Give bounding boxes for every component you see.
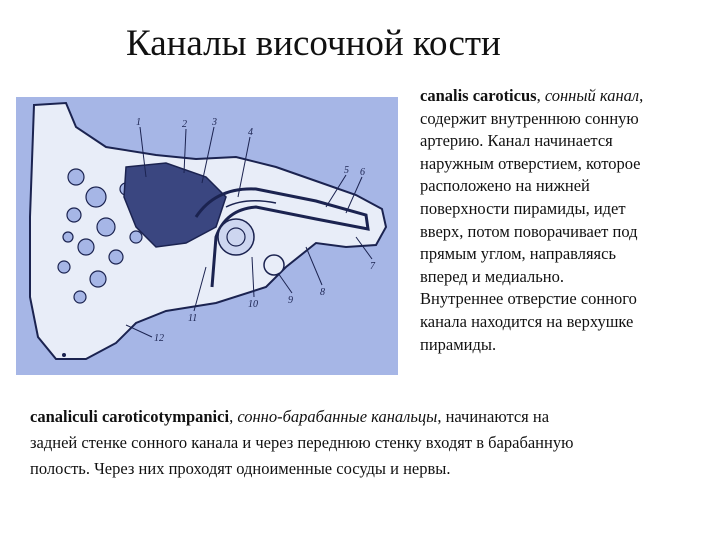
carotid-canal-description: [420, 85, 710, 356]
caroticotympanic-line-2: задней стенке сонного канала и через переднюю стенку входят в барабанную: [30, 433, 574, 452]
carotid-canal-line: прямым углом, направляясь: [420, 244, 616, 264]
caroticotympanic-sep: ,: [229, 407, 238, 426]
figure-label-8: 8: [320, 287, 325, 298]
carotid-canal-term: canalis caroticus: [420, 86, 537, 105]
caroticotympanic-line-1-rest: , начинаются на: [437, 407, 550, 426]
figure-label-11: 11: [188, 313, 198, 324]
carotid-canal-line: вверх, потом поворачивает под: [420, 221, 638, 241]
carotid-canal-line: поверхности пирамиды, идет: [420, 198, 626, 218]
carotid-canal-line: вперед и медиально.: [420, 266, 564, 286]
figure-label-5: 5: [344, 165, 349, 176]
carotid-canal-line: расположено на нижней: [420, 176, 590, 196]
carotid-canal-line: Внутреннее отверстие сонного: [420, 289, 637, 309]
figure-label-1: 1: [136, 117, 141, 128]
caroticotympanic-canaliculi-description: [30, 404, 702, 482]
figure-label-9: 9: [288, 295, 293, 306]
carotid-canal-sep: ,: [536, 86, 545, 105]
carotid-canal-comma: ,: [639, 86, 644, 105]
carotid-canal-line: содержит внутреннюю сонную: [420, 108, 639, 128]
carotid-canal-line: канала находится на верхушке: [420, 311, 634, 331]
carotid-canal-heading-line: [420, 85, 710, 108]
temporal-bone-drawing: [16, 97, 398, 375]
caroticotympanic-line-3: полость. Через них проходят одноименные сосуды и нервы.: [30, 459, 451, 478]
figure-label-3: 3: [212, 117, 217, 128]
figure-label-12: 12: [154, 333, 164, 344]
slide-title: Каналы височной кости: [126, 23, 501, 64]
figure-label-6: 6: [360, 167, 365, 178]
figure-label-10: 10: [248, 299, 258, 310]
carotid-canal-line: артерию. Канал начинается: [420, 131, 613, 151]
carotid-canal-term-ru: сонный канал: [544, 86, 640, 105]
figure-label-2: 2: [182, 119, 187, 130]
caroticotympanic-term: canaliculi caroticotympanici: [30, 407, 230, 426]
temporal-bone-illustration: [16, 97, 398, 375]
figure-label-7: 7: [370, 261, 375, 272]
caroticotympanic-term-ru: сонно-барабанные канальцы: [237, 407, 438, 426]
caroticotympanic-line-1: [30, 404, 702, 430]
carotid-canal-line: наружным отверстием, которое: [420, 153, 641, 173]
figure-label-4: 4: [248, 127, 253, 138]
carotid-canal-line: пирамиды.: [420, 334, 497, 354]
